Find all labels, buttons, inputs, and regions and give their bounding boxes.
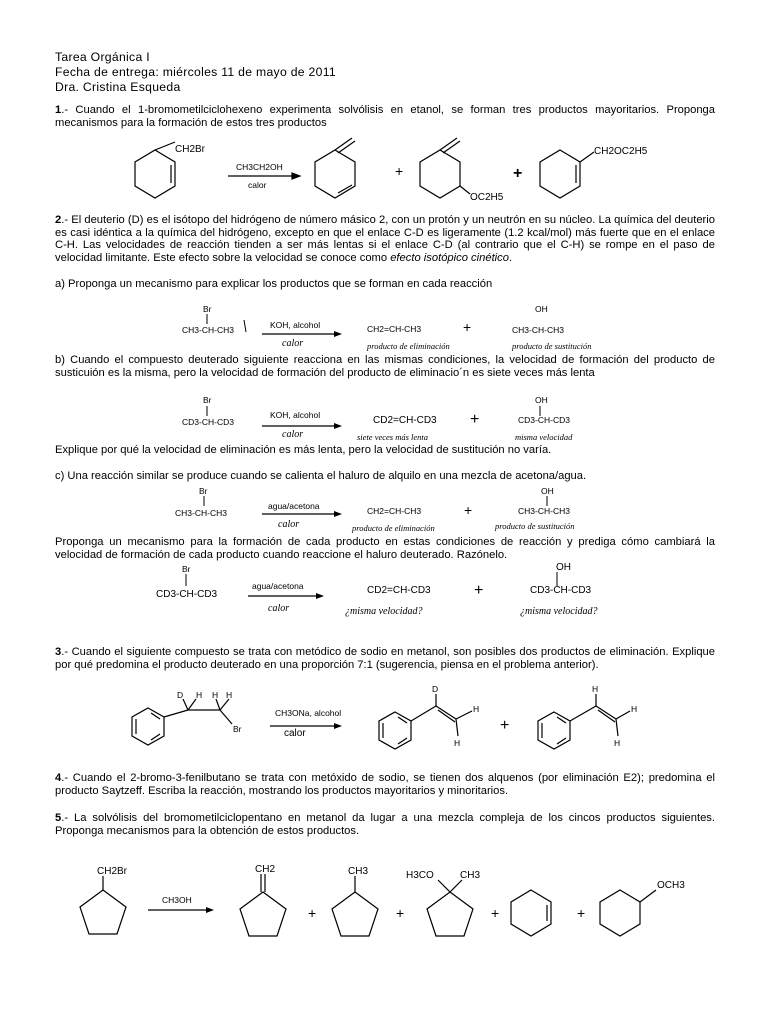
condition-heat: calor bbox=[282, 338, 304, 349]
question-1-text bbox=[55, 104, 715, 129]
plus-sign: + bbox=[463, 319, 472, 335]
question-2b-text: b) Cuando el compuesto deuterado siguiente reacciona en las mismas condiciones, la velocidad de formación del producto de susticuión es la misma, pero la velocidad de formación del producto de eliminacio´n es siete veces más lenta bbox=[55, 354, 715, 379]
deuterium-label: D bbox=[177, 690, 184, 700]
scheme-2c-deuterated bbox=[0, 562, 768, 624]
hydrogen-label: H bbox=[226, 690, 233, 700]
hydrogen-label: H bbox=[614, 738, 621, 748]
question-2c-text: c) Una reacción similar se produce cuando se calienta el haluro de alquilo en una mezcla de acetona/agua. bbox=[55, 470, 587, 482]
substituent-ch2oet: CH2OC2H5 bbox=[594, 146, 648, 157]
hydrogen-label: H bbox=[196, 690, 203, 700]
due-date: Fecha de entrega: miércoles 11 de mayo de 2011 bbox=[55, 65, 336, 79]
substituent-ch2br: CH2Br bbox=[175, 144, 206, 155]
hydrogen-label: H bbox=[473, 704, 480, 714]
deuterated-substrate: CD3-CH-CD3 bbox=[156, 589, 218, 600]
condition-heat: calor bbox=[282, 429, 304, 440]
instructor-name: Dra. Cristina Esqueda bbox=[55, 80, 181, 94]
alcohol-product: CH3-CH-CH3 bbox=[512, 325, 564, 335]
scheme-2b bbox=[0, 392, 768, 446]
plus-sign: + bbox=[464, 502, 473, 518]
scheme-5 bbox=[0, 860, 768, 960]
question-body: .- El deuterio (D) es el isótopo del hidrógeno de número másico 2, con un protón y un neutrón en su núcleo. La química del deuterio es casi idéntica a la química del hidrógeno, excepto en que el enlace C-D es ligeramente (1.2 kcal/mol) más fuerte que en el enlace C-H. Las velocidades de reacción tienden a ser más lentas si el enlace C-D (al contrario que el C-H) se rompe en el paso de velocidad limitante. Este efecto sobre la velocidad se conoce como bbox=[55, 214, 715, 264]
plus-sign: + bbox=[395, 163, 404, 179]
deuterated-alcohol: CD3-CH-CD3 bbox=[530, 585, 592, 596]
question-number: 5 bbox=[55, 812, 62, 824]
question-body: .- La solvólisis del bromometilciclopentano en metanol da lugar a una mezcla compleja de los cincos productos siguientes. Proponga mecanismos para la obtención de estos productos. bbox=[55, 812, 715, 837]
scheme-3 bbox=[0, 684, 768, 780]
bromine-label: Br bbox=[233, 724, 242, 734]
plus-sign: + bbox=[308, 905, 317, 921]
hydroxyl-label: OH bbox=[556, 562, 571, 573]
condition-heat: calor bbox=[248, 180, 267, 190]
question-4-text bbox=[55, 772, 715, 797]
question-3-text bbox=[55, 646, 715, 671]
deuterium-label: D bbox=[432, 684, 439, 694]
label-elimination-product: producto de eliminación bbox=[352, 523, 435, 533]
substituent-oet: OC2H5 bbox=[470, 192, 504, 203]
plus-sign: + bbox=[470, 411, 480, 428]
hydroxyl-label: OH bbox=[541, 486, 554, 496]
deuterated-substrate: CD3-CH-CD3 bbox=[182, 417, 234, 427]
plus-sign: + bbox=[500, 717, 510, 734]
course-title: Tarea Orgánica I bbox=[55, 50, 150, 64]
reagent-water-acetone: agua/acetona bbox=[268, 501, 320, 511]
methoxy-label: OCH3 bbox=[657, 880, 685, 891]
bromine-label: Br bbox=[199, 486, 208, 496]
question-number: 3 bbox=[55, 646, 62, 658]
label-same-rate-question: ¿misma velocidad? bbox=[520, 606, 598, 617]
plus-sign: + bbox=[491, 905, 500, 921]
label-elimination-product: producto de eliminación bbox=[367, 341, 450, 351]
reagent-koh: KOH, alcohol bbox=[270, 320, 321, 330]
hydrogen-label: H bbox=[592, 684, 599, 694]
hydroxyl-label: OH bbox=[535, 395, 548, 405]
reagent-ethanol: CH3CH2OH bbox=[236, 162, 283, 172]
question-2a-text: a) Proponga un mecanismo para explicar los productos que se forman en cada reacción bbox=[55, 278, 493, 290]
condition-heat: calor bbox=[284, 728, 306, 739]
substrate-formula: CH3-CH-CH3 bbox=[175, 508, 227, 518]
plus-sign: + bbox=[396, 905, 405, 921]
scheme-1 bbox=[0, 130, 768, 210]
condition-heat: calor bbox=[278, 519, 300, 530]
hydrogen-label: H bbox=[212, 690, 219, 700]
label-substitution-product: producto de sustitución bbox=[495, 521, 575, 531]
scheme-2a bbox=[0, 300, 768, 354]
bromine-label: Br bbox=[203, 395, 212, 405]
question-body: .- Cuando el siguiente compuesto se trata con metódico de sodio en metanol, son posibles dos productos de eliminación. Explique por qué predomina el producto deuterado en una proporción 7:1 (sugerencia, piensa en el problema anterior). bbox=[55, 646, 715, 671]
hydroxyl-label: OH bbox=[535, 304, 548, 314]
substrate-formula: CH3-CH-CH3 bbox=[182, 325, 234, 335]
hydrogen-label: H bbox=[454, 738, 461, 748]
question-body: .- Cuando el 1-bromometilciclohexeno experimenta solvólisis en etanol, se forman tres productos mayoritarios. Proponga mecanismos para la formación de estos tres productos bbox=[55, 104, 715, 129]
reagent-water-acetone: agua/acetona bbox=[252, 581, 304, 591]
reagent-methoxide: CH3ONa, alcohol bbox=[275, 708, 342, 718]
deuterated-alkene: CD2=CH-CD3 bbox=[373, 415, 437, 426]
question-number: 4 bbox=[55, 772, 62, 784]
bromine-label: Br bbox=[203, 304, 212, 314]
reagent-methanol: CH3OH bbox=[162, 895, 192, 905]
question-body: .- Cuando el 2-bromo-3-fenilbutano se trata con metóxido de sodio, se tienen dos alquenos (por eliminación E2); predomina el producto Saytzeff. Escriba la reacción, mostrando los productos mayoritarios y minoritarios. bbox=[55, 772, 715, 797]
question-2b-explain: Explique por qué la velocidad de eliminación es más lenta, pero la velocidad de sustitución no varía. bbox=[55, 444, 552, 456]
alkene-product: CH2=CH-CH3 bbox=[367, 324, 422, 334]
condition-heat: calor bbox=[268, 603, 290, 614]
label-substitution-product: producto de sustitución bbox=[512, 341, 592, 351]
question-2-intro: 2.- El deuterio (D) es el isótopo del hidrógeno de número másico 2, con un protón y un neutrón en su núcleo. La química del deuterio es casi idéntica a la química del hidrógeno, excepto en que el enlace C-D es ligeramente (1.2 kcal/mol) más fuerte que en el enlace C-H. Las velocidades de reacción tienden a ser más lentas si el enlace C-D (al contrario que el C-H) se rompe en el paso de velocidad limitante. Este efecto sobre la velocidad se conoce como efecto isotópico cinético. bbox=[55, 214, 715, 264]
label-seven-times-slower: siete veces más lenta bbox=[357, 432, 429, 442]
hydrogen-label: H bbox=[631, 704, 638, 714]
methoxy-label: H3CO bbox=[406, 870, 434, 881]
alkene-product: CH2=CH-CH3 bbox=[367, 506, 422, 516]
scheme-2c bbox=[0, 484, 768, 538]
plus-sign: + bbox=[513, 165, 523, 182]
substituent-ch2br: CH2Br bbox=[97, 866, 128, 877]
reagent-koh: KOH, alcohol bbox=[270, 410, 321, 420]
question-2c-prompt: Proponga un mecanismo para la formación de cada producto en estas condiciones de reacción y prediga cómo cambiará la velocidad de formación de cada producto cuando reaccione el haluro deuterado. Razónelo. bbox=[55, 536, 715, 561]
question-number: 1 bbox=[55, 104, 62, 116]
plus-sign: + bbox=[577, 905, 586, 921]
question-number: 2 bbox=[55, 214, 62, 226]
alcohol-product: CH3-CH-CH3 bbox=[518, 506, 570, 516]
methyl-label: CH3 bbox=[460, 870, 481, 881]
bromine-label: Br bbox=[182, 564, 191, 574]
deuterated-alcohol: CD3-CH-CD3 bbox=[518, 415, 570, 425]
label-same-rate-question: ¿misma velocidad? bbox=[345, 606, 423, 617]
deuterated-alkene: CD2=CH-CD3 bbox=[367, 585, 431, 596]
methylene-label: CH2 bbox=[255, 864, 276, 875]
methyl-label: CH3 bbox=[348, 866, 369, 877]
term-kinetic-isotope-effect: efecto isotópico cinético bbox=[390, 251, 509, 264]
question-5-text bbox=[55, 812, 715, 837]
label-same-rate: misma velocidad bbox=[515, 432, 573, 442]
plus-sign: + bbox=[474, 582, 484, 599]
